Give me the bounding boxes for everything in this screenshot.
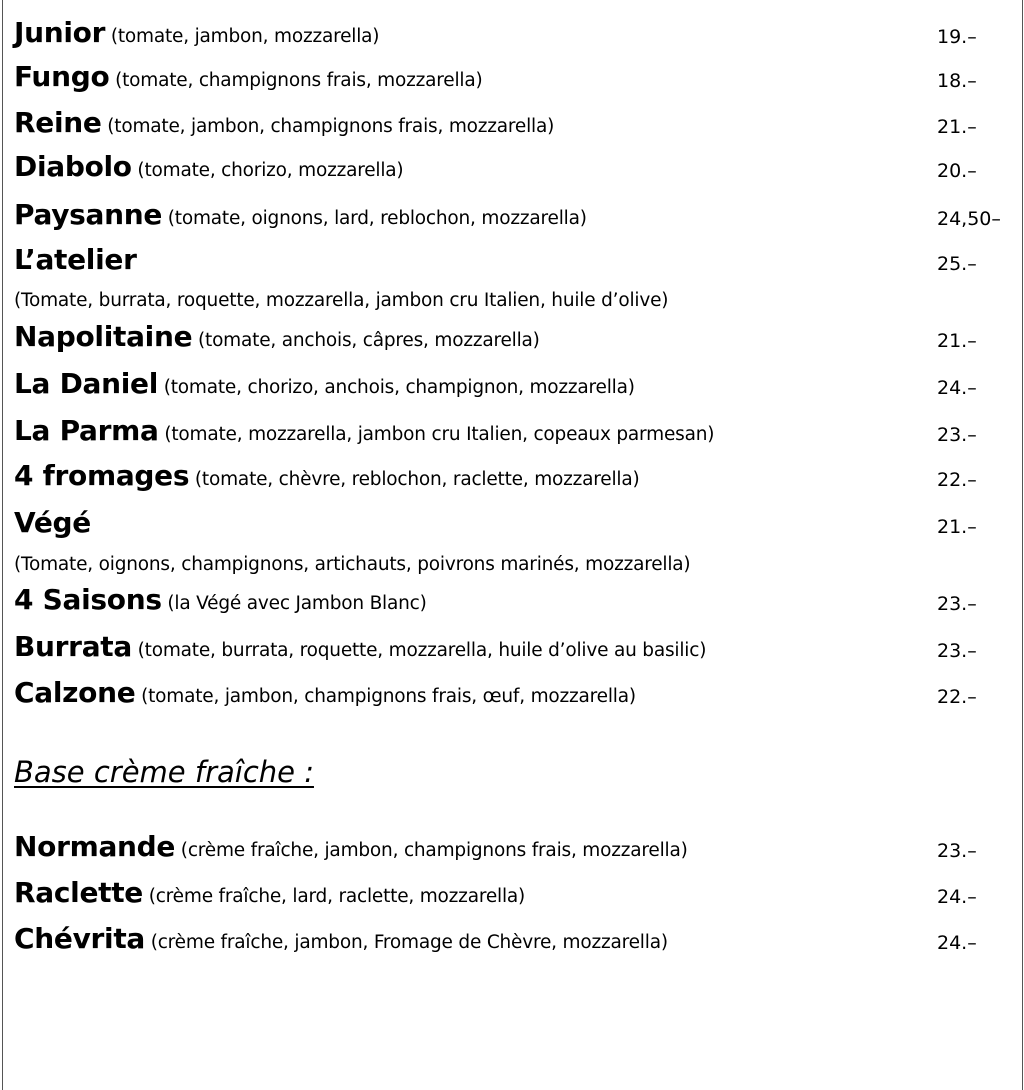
menu-item-latelier — [14, 243, 1024, 283]
item-price: 21.– — [937, 116, 977, 138]
menu-item-vege — [14, 506, 1024, 546]
item-desc: (tomate, mozzarella, jambon cru Italien, copeaux parmesan) — [158, 424, 715, 445]
item-desc: (tomate, burrata, roquette, mozzarella, huile d’olive au basilic) — [131, 640, 707, 661]
item-desc: (crème fraîche, jambon, Fromage de Chèvre, mozzarella) — [145, 932, 668, 953]
item-sub-desc: (Tomate, oignons, champignons, artichauts, poivrons marinés, mozzarella) — [14, 554, 691, 575]
item-desc: (tomate, anchois, câpres, mozzarella) — [192, 330, 540, 351]
menu-item-burrata — [14, 630, 1024, 670]
item-price: 23.– — [937, 840, 977, 862]
item-name: L’atelier — [14, 243, 137, 276]
menu-item-4-saisons — [14, 583, 1024, 623]
item-price: 21.– — [937, 516, 977, 538]
menu-item-normande — [14, 830, 1024, 870]
item-desc: (tomate, jambon, champignons frais, mozzarella) — [101, 116, 555, 137]
item-name: Napolitaine — [14, 320, 193, 353]
menu-item-reine — [14, 106, 1024, 146]
item-desc: (la Végé avec Jambon Blanc) — [161, 593, 427, 614]
item-name: La Parma — [14, 414, 159, 447]
item-name: 4 fromages — [14, 459, 190, 492]
item-name: Junior — [14, 16, 106, 49]
section-title-creme-fraiche: Base crème fraîche : — [14, 755, 314, 789]
item-price: 25.– — [937, 253, 977, 275]
item-desc: (tomate, chèvre, reblochon, raclette, mozzarella) — [189, 469, 640, 490]
item-name: Diabolo — [14, 150, 132, 183]
item-desc: (tomate, jambon, champignons frais, œuf, mozzarella) — [135, 686, 636, 707]
item-price: 23.– — [937, 593, 977, 615]
menu-item-raclette — [14, 876, 1024, 916]
item-price: 21.– — [937, 330, 977, 352]
item-desc: (tomate, chorizo, mozzarella) — [131, 160, 404, 181]
menu-item-napolitaine — [14, 320, 1024, 360]
item-price: 23.– — [937, 424, 977, 446]
item-name: Reine — [14, 106, 102, 139]
menu-item-junior — [14, 16, 1024, 56]
menu-item-la-daniel — [14, 367, 1024, 407]
item-name: Raclette — [14, 876, 144, 909]
item-name: Fungo — [14, 60, 110, 93]
menu-item-la-parma — [14, 414, 1024, 454]
item-price: 24,50– — [937, 208, 1001, 230]
item-price: 19.– — [937, 26, 977, 48]
menu-item-paysanne — [14, 198, 1024, 238]
item-desc: (tomate, jambon, mozzarella) — [105, 26, 380, 47]
item-price: 22.– — [937, 686, 977, 708]
item-price: 18.– — [937, 70, 977, 92]
item-price: 23.– — [937, 640, 977, 662]
item-name: 4 Saisons — [14, 583, 162, 616]
item-desc: (crème fraîche, lard, raclette, mozzarella) — [143, 886, 526, 907]
item-name: Chévrita — [14, 922, 146, 955]
item-name: Calzone — [14, 676, 136, 709]
menu-item-diabolo — [14, 150, 1024, 190]
item-sub-desc: (Tomate, burrata, roquette, mozzarella, jambon cru Italien, huile d’olive) — [14, 290, 669, 311]
item-desc: (crème fraîche, jambon, champignons frais, mozzarella) — [175, 840, 688, 861]
item-name: Normande — [14, 830, 176, 863]
item-price: 20.– — [937, 160, 977, 182]
item-desc: (tomate, chorizo, anchois, champignon, mozzarella) — [158, 377, 635, 398]
menu-item-4-fromages — [14, 459, 1024, 499]
item-price: 24.– — [937, 932, 977, 954]
item-price: 24.– — [937, 886, 977, 908]
menu-item-fungo — [14, 60, 1024, 100]
menu-item-calzone — [14, 676, 1024, 716]
item-price: 22.– — [937, 469, 977, 491]
menu-item-chevrita — [14, 922, 1024, 962]
item-price: 24.– — [937, 377, 977, 399]
item-name: La Daniel — [14, 367, 159, 400]
item-name: Paysanne — [14, 198, 163, 231]
item-name: Burrata — [14, 630, 132, 663]
item-name: Végé — [14, 506, 91, 539]
item-desc: (tomate, champignons frais, mozzarella) — [109, 70, 483, 91]
item-desc: (tomate, oignons, lard, reblochon, mozzarella) — [162, 208, 587, 229]
